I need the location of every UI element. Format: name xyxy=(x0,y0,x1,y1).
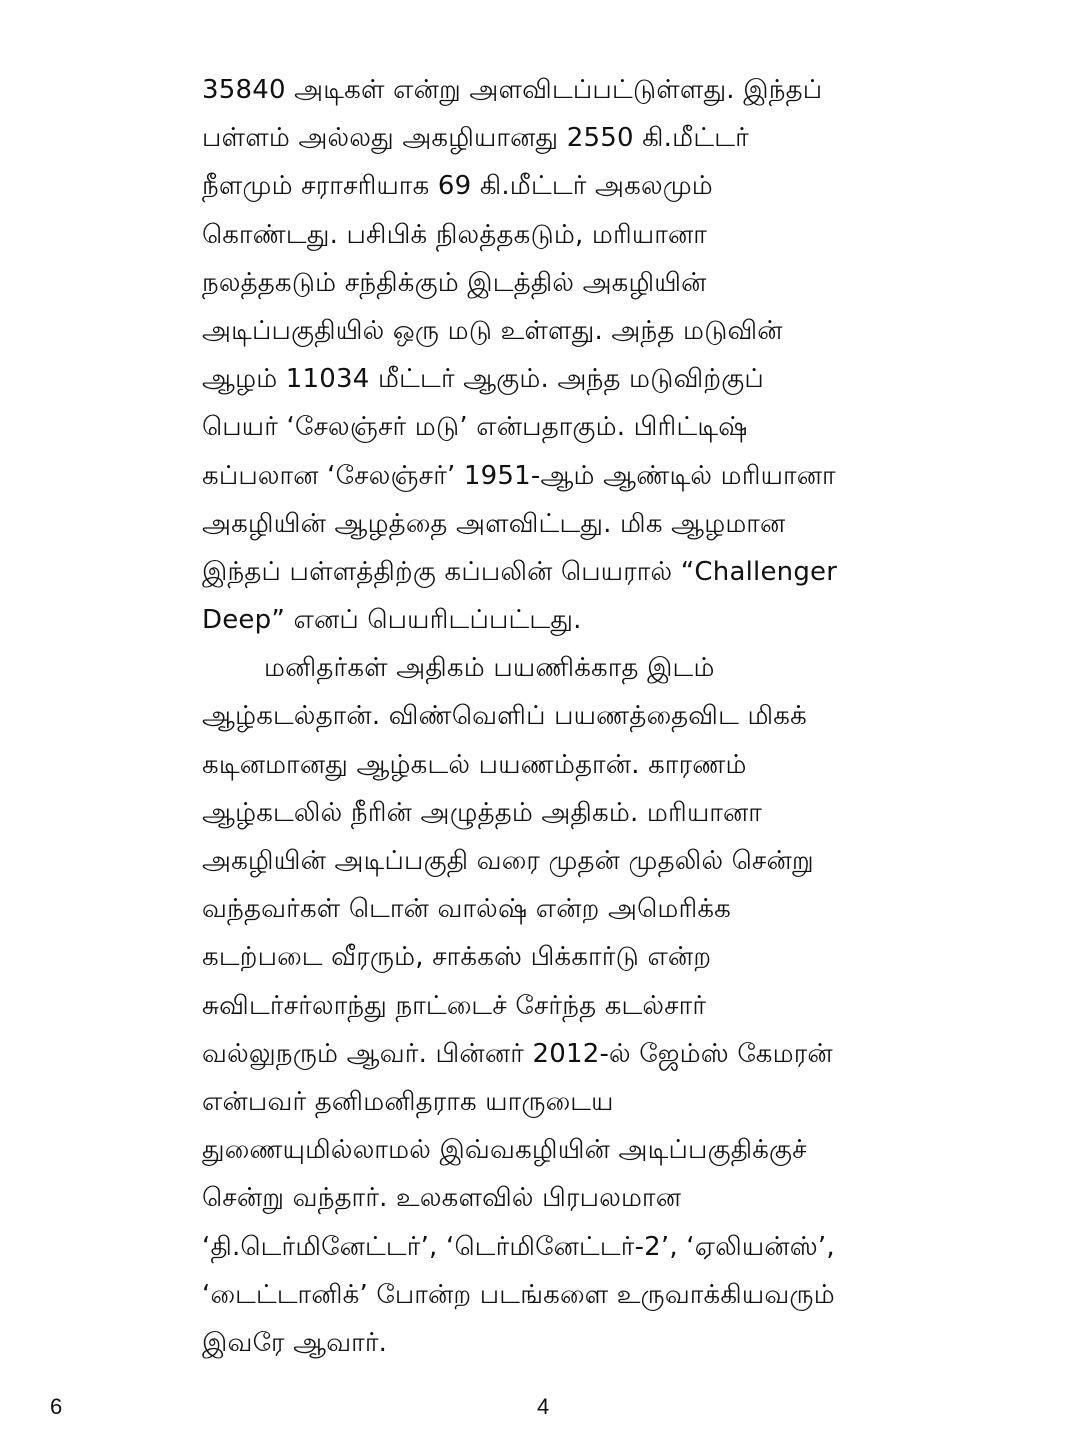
body-text xyxy=(202,66,982,1367)
text-line: அடிப்பகுதியில் ஒரு மடு உள்ளது. அந்த மடுவின் xyxy=(202,315,783,346)
text-line: வல்லுநரும் ஆவர். பின்னர் 2012-ல் ஜேம்ஸ் கேமரன் xyxy=(202,1038,833,1069)
text-line: ‘தி.டெர்மினேட்டர்’, ‘டெர்மினேட்டர்-2’, ‘ஏலியன்ஸ்’, xyxy=(202,1231,835,1262)
text-line: கடற்படை வீரரும், சாக்கஸ் பிக்கார்டு என்ற xyxy=(202,942,712,973)
page-number: 4 xyxy=(537,1394,550,1419)
text-line: ஆழ்கடல்தான். விண்வெளிப் பயணத்தைவிட மிகக் xyxy=(202,701,807,732)
footer-left-number: 6 xyxy=(50,1394,63,1419)
text-line: 35840 அடிகள் என்று அளவிடப்பட்டுள்ளது. இந்தப் xyxy=(202,75,823,105)
text-line: துணையுமில்லாமல் இவ்வகழியின் அடிப்பகுதிக்குச் xyxy=(202,1135,807,1166)
text-line: Deep” எனப் பெயரிடப்பட்டது. xyxy=(202,605,582,636)
text-line: அகழியின் ஆழத்தை அளவிட்டது. மிக ஆழமான xyxy=(202,508,786,539)
text-line: நலத்தகடும் சந்திக்கும் இடத்தில் அகழியின் xyxy=(202,267,707,298)
text-line: பெயர் ‘சேலஞ்சர் மடு’ என்பதாகும். பிரிட்டிஷ் xyxy=(202,412,748,443)
text-line: நீளமும் சராசரியாக 69 கி.மீட்டர் அகலமும் xyxy=(202,171,713,202)
text-line: பள்ளம் அல்லது அகழியானது 2550 கி.மீட்டர் xyxy=(202,123,749,154)
text-line: வந்தவர்கள் டொன் வால்ஷ் என்ற அமெரிக்க xyxy=(202,894,732,925)
text-line: சென்று வந்தார். உலகளவில் பிரபலமான xyxy=(202,1183,682,1214)
text-line: கொண்டது. பசிபிக் நிலத்தகடும், மரியானா xyxy=(202,219,708,250)
text-line: கடினமானது ஆழ்கடல் பயணம்தான். காரணம் xyxy=(202,749,747,780)
text-line: அகழியின் அடிப்பகுதி வரை முதன் முதலில் சென்று xyxy=(202,846,814,876)
text-line: இந்தப் பள்ளத்திற்கு கப்பலின் பெயரால் “Challenger xyxy=(202,556,838,587)
text-line: ஆழம் 11034 மீட்டர் ஆகும். அந்த மடுவிற்குப் xyxy=(202,364,764,395)
text-line: ‘டைட்டானிக்’ போன்ற படங்களை உருவாக்கியவரும் xyxy=(202,1279,835,1310)
text-line: என்பவர் தனிமனிதராக யாருடைய xyxy=(202,1086,614,1117)
text-line: கப்பலான ‘சேலஞ்சர்’ 1951-ஆம் ஆண்டில் மரியானா xyxy=(202,460,836,491)
paragraph-start-line: மனிதர்கள் அதிகம் பயணிக்காத இடம் xyxy=(264,653,715,684)
text-line: இவரே ஆவார். xyxy=(202,1327,388,1358)
text-line: ஆழ்கடலில் நீரின் அழுத்தம் அதிகம். மரியானா xyxy=(202,797,763,828)
text-line: சுவிடர்சர்லாந்து நாட்டைச் சேர்ந்த கடல்சார் xyxy=(202,990,707,1021)
